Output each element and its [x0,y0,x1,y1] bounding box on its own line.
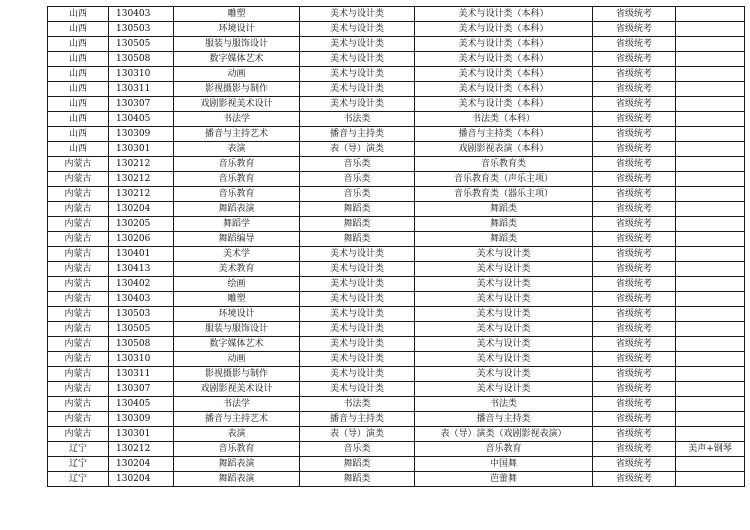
table-row [48,292,745,307]
province-cell: 山西 [48,142,109,157]
major-name-cell: 服装与服饰设计 [174,37,300,52]
table-row [48,142,745,157]
remark-cell [676,142,745,157]
exam-category-cell: 播音与主持类 [300,412,415,427]
major-code-cell: 130403 [109,292,174,307]
province-cell: 山西 [48,52,109,67]
remark-cell [676,337,745,352]
remark-cell [676,157,745,172]
major-name-cell: 表演 [174,427,300,442]
exam-type-cell: 省级统考 [593,187,676,202]
province-cell: 辽宁 [48,472,109,487]
major-name-cell: 舞蹈表演 [174,457,300,472]
exam-type-cell: 省级统考 [593,82,676,97]
exam-category-cell: 音乐类 [300,172,415,187]
table-row [48,262,745,277]
table-row [48,217,745,232]
table-row [48,187,745,202]
major-name-cell: 播音与主持艺术 [174,412,300,427]
exam-type-cell: 省级统考 [593,442,676,457]
exam-subcategory-cell: 美术与设计类 [415,382,593,397]
exam-subcategory-cell: 美术与设计类（本科） [415,7,593,22]
exam-type-cell: 省级统考 [593,37,676,52]
table-row [48,202,745,217]
province-cell: 内蒙古 [48,367,109,382]
major-code-cell: 130212 [109,442,174,457]
major-code-cell: 130307 [109,97,174,112]
major-code-cell: 130508 [109,52,174,67]
exam-subcategory-cell: 美术与设计类 [415,367,593,382]
exam-type-cell: 省级统考 [593,292,676,307]
province-cell: 内蒙古 [48,397,109,412]
exam-subcategory-cell: 美术与设计类 [415,307,593,322]
exam-category-cell: 美术与设计类 [300,352,415,367]
major-code-cell: 130301 [109,427,174,442]
exam-type-cell: 省级统考 [593,172,676,187]
major-name-cell: 播音与主持艺术 [174,127,300,142]
exam-type-cell: 省级统考 [593,142,676,157]
remark-cell [676,22,745,37]
major-name-cell: 数字媒体艺术 [174,52,300,67]
major-code-cell: 130301 [109,142,174,157]
remark-cell [676,127,745,142]
province-cell: 内蒙古 [48,202,109,217]
exam-category-cell: 书法类 [300,397,415,412]
exam-subcategory-cell: 芭蕾舞 [415,472,593,487]
table-row [48,472,745,487]
province-cell: 内蒙古 [48,352,109,367]
province-cell: 内蒙古 [48,232,109,247]
remark-cell [676,232,745,247]
remark-cell [676,7,745,22]
remark-cell [676,382,745,397]
table-row [48,127,745,142]
major-code-cell: 130402 [109,277,174,292]
major-code-cell: 130310 [109,352,174,367]
remark-cell [676,82,745,97]
table-row [48,352,745,367]
province-cell: 山西 [48,37,109,52]
province-cell: 辽宁 [48,442,109,457]
exam-subcategory-cell: 音乐教育 [415,442,593,457]
exam-category-cell: 美术与设计类 [300,7,415,22]
major-code-cell: 130204 [109,472,174,487]
province-cell: 内蒙古 [48,412,109,427]
major-code-cell: 130503 [109,307,174,322]
table-row [48,367,745,382]
remark-cell [676,352,745,367]
exam-category-cell: 舞蹈类 [300,232,415,247]
exam-category-cell: 美术与设计类 [300,37,415,52]
table-row [48,277,745,292]
table-row [48,7,745,22]
remark-cell [676,52,745,67]
exam-subcategory-cell: 美术与设计类 [415,247,593,262]
remark-cell [676,247,745,262]
exam-category-cell: 美术与设计类 [300,97,415,112]
province-cell: 内蒙古 [48,172,109,187]
province-cell: 内蒙古 [48,322,109,337]
major-code-cell: 130204 [109,457,174,472]
province-cell: 山西 [48,97,109,112]
table-row [48,427,745,442]
table-row [48,232,745,247]
exam-subcategory-cell: 美术与设计类（本科） [415,22,593,37]
exam-subcategory-cell: 舞蹈类 [415,232,593,247]
exam-category-cell: 音乐类 [300,442,415,457]
exam-type-cell: 省级统考 [593,472,676,487]
remark-cell [676,472,745,487]
exam-category-cell: 音乐类 [300,157,415,172]
exam-category-cell: 音乐类 [300,187,415,202]
major-code-cell: 130206 [109,232,174,247]
exam-category-cell: 表（导）演类 [300,427,415,442]
table-row [48,37,745,52]
province-cell: 山西 [48,127,109,142]
major-code-cell: 130508 [109,337,174,352]
exam-type-cell: 省级统考 [593,157,676,172]
exam-type-cell: 省级统考 [593,427,676,442]
exam-category-cell: 美术与设计类 [300,22,415,37]
major-name-cell: 舞蹈表演 [174,472,300,487]
province-cell: 山西 [48,7,109,22]
exam-subcategory-cell: 舞蹈类 [415,202,593,217]
table-row [48,337,745,352]
major-code-cell: 130503 [109,22,174,37]
province-cell: 内蒙古 [48,307,109,322]
exam-subcategory-cell: 表（导）演类（戏剧影视表演） [415,427,593,442]
remark-cell [676,412,745,427]
major-code-cell: 130405 [109,112,174,127]
major-name-cell: 环境设计 [174,307,300,322]
remark-cell [676,307,745,322]
exam-type-cell: 省级统考 [593,337,676,352]
major-name-cell: 音乐教育 [174,157,300,172]
exam-subcategory-cell: 美术与设计类 [415,262,593,277]
province-cell: 辽宁 [48,457,109,472]
exam-category-cell: 美术与设计类 [300,307,415,322]
exam-category-cell: 舞蹈类 [300,472,415,487]
exam-type-cell: 省级统考 [593,232,676,247]
exam-category-cell: 美术与设计类 [300,247,415,262]
table-row [48,82,745,97]
major-name-cell: 书法学 [174,112,300,127]
exam-category-cell: 美术与设计类 [300,367,415,382]
exam-subcategory-cell: 音乐教育类（器乐主项） [415,187,593,202]
exam-category-cell: 美术与设计类 [300,292,415,307]
exam-type-cell: 省级统考 [593,202,676,217]
exam-category-cell: 表（导）演类 [300,142,415,157]
province-cell: 山西 [48,82,109,97]
major-table [47,6,745,487]
major-name-cell: 舞蹈学 [174,217,300,232]
major-code-cell: 130212 [109,187,174,202]
exam-subcategory-cell: 舞蹈类 [415,217,593,232]
major-name-cell: 服装与服饰设计 [174,322,300,337]
exam-subcategory-cell: 书法类（本科） [415,112,593,127]
remark-cell [676,277,745,292]
exam-type-cell: 省级统考 [593,112,676,127]
remark-cell [676,217,745,232]
exam-category-cell: 美术与设计类 [300,67,415,82]
major-code-cell: 130309 [109,127,174,142]
major-name-cell: 书法学 [174,397,300,412]
remark-cell [676,172,745,187]
province-cell: 山西 [48,112,109,127]
exam-category-cell: 书法类 [300,112,415,127]
major-name-cell: 美术学 [174,247,300,262]
exam-subcategory-cell: 美术与设计类（本科） [415,97,593,112]
remark-cell [676,112,745,127]
exam-subcategory-cell: 美术与设计类 [415,292,593,307]
table-row [48,397,745,412]
remark-cell: 美声+钢琴 [676,442,745,457]
major-name-cell: 戏剧影视美术设计 [174,382,300,397]
exam-type-cell: 省级统考 [593,97,676,112]
exam-category-cell: 舞蹈类 [300,457,415,472]
exam-type-cell: 省级统考 [593,457,676,472]
province-cell: 内蒙古 [48,157,109,172]
exam-type-cell: 省级统考 [593,277,676,292]
table-row [48,52,745,67]
major-name-cell: 雕塑 [174,292,300,307]
exam-type-cell: 省级统考 [593,382,676,397]
exam-type-cell: 省级统考 [593,322,676,337]
major-name-cell: 雕塑 [174,7,300,22]
table-row [48,442,745,457]
province-cell: 内蒙古 [48,427,109,442]
table-row [48,247,745,262]
exam-category-cell: 美术与设计类 [300,277,415,292]
remark-cell [676,292,745,307]
exam-subcategory-cell: 美术与设计类（本科） [415,82,593,97]
exam-subcategory-cell: 美术与设计类（本科） [415,37,593,52]
exam-subcategory-cell: 音乐教育类（声乐主项） [415,172,593,187]
province-cell: 内蒙古 [48,337,109,352]
exam-subcategory-cell: 美术与设计类 [415,337,593,352]
major-code-cell: 130205 [109,217,174,232]
major-code-cell: 130307 [109,382,174,397]
major-code-cell: 130405 [109,397,174,412]
remark-cell [676,367,745,382]
exam-subcategory-cell: 播音与主持类 [415,412,593,427]
major-code-cell: 130309 [109,412,174,427]
exam-subcategory-cell: 中国舞 [415,457,593,472]
exam-type-cell: 省级统考 [593,67,676,82]
exam-category-cell: 舞蹈类 [300,217,415,232]
remark-cell [676,322,745,337]
province-cell: 内蒙古 [48,277,109,292]
exam-subcategory-cell: 美术与设计类 [415,352,593,367]
province-cell: 内蒙古 [48,262,109,277]
exam-type-cell: 省级统考 [593,367,676,382]
major-code-cell: 130505 [109,322,174,337]
major-name-cell: 动画 [174,67,300,82]
major-code-cell: 130310 [109,67,174,82]
exam-subcategory-cell: 美术与设计类（本科） [415,52,593,67]
exam-category-cell: 美术与设计类 [300,262,415,277]
exam-category-cell: 播音与主持类 [300,127,415,142]
major-code-cell: 130212 [109,157,174,172]
exam-subcategory-cell: 播音与主持类（本科） [415,127,593,142]
major-code-cell: 130413 [109,262,174,277]
exam-type-cell: 省级统考 [593,352,676,367]
major-name-cell: 动画 [174,352,300,367]
table-row [48,382,745,397]
exam-category-cell: 美术与设计类 [300,337,415,352]
major-name-cell: 影视摄影与制作 [174,82,300,97]
exam-subcategory-cell: 美术与设计类 [415,277,593,292]
exam-category-cell: 美术与设计类 [300,322,415,337]
remark-cell [676,457,745,472]
table-row [48,22,745,37]
exam-type-cell: 省级统考 [593,247,676,262]
exam-subcategory-cell: 美术与设计类（本科） [415,67,593,82]
table-row [48,112,745,127]
exam-type-cell: 省级统考 [593,412,676,427]
major-code-cell: 130212 [109,172,174,187]
province-cell: 内蒙古 [48,247,109,262]
major-name-cell: 环境设计 [174,22,300,37]
major-name-cell: 音乐教育 [174,442,300,457]
table-row [48,172,745,187]
exam-category-cell: 舞蹈类 [300,202,415,217]
major-name-cell: 舞蹈编导 [174,232,300,247]
province-cell: 山西 [48,22,109,37]
exam-category-cell: 美术与设计类 [300,382,415,397]
remark-cell [676,37,745,52]
major-name-cell: 绘画 [174,277,300,292]
table-row [48,97,745,112]
province-cell: 内蒙古 [48,382,109,397]
remark-cell [676,202,745,217]
major-name-cell: 数字媒体艺术 [174,337,300,352]
province-cell: 内蒙古 [48,187,109,202]
exam-type-cell: 省级统考 [593,22,676,37]
exam-type-cell: 省级统考 [593,262,676,277]
major-name-cell: 影视摄影与制作 [174,367,300,382]
province-cell: 山西 [48,67,109,82]
major-code-cell: 130505 [109,37,174,52]
major-code-cell: 130311 [109,367,174,382]
remark-cell [676,262,745,277]
remark-cell [676,67,745,82]
table-row [48,157,745,172]
remark-cell [676,397,745,412]
major-name-cell: 音乐教育 [174,172,300,187]
major-code-cell: 130403 [109,7,174,22]
exam-subcategory-cell: 戏剧影视表演（本科） [415,142,593,157]
exam-subcategory-cell: 音乐教育类 [415,157,593,172]
remark-cell [676,187,745,202]
major-code-cell: 130204 [109,202,174,217]
major-name-cell: 舞蹈表演 [174,202,300,217]
table-row [48,412,745,427]
province-cell: 内蒙古 [48,292,109,307]
exam-type-cell: 省级统考 [593,127,676,142]
table-row [48,322,745,337]
exam-type-cell: 省级统考 [593,397,676,412]
remark-cell [676,97,745,112]
exam-category-cell: 美术与设计类 [300,52,415,67]
exam-type-cell: 省级统考 [593,7,676,22]
exam-subcategory-cell: 书法类 [415,397,593,412]
table-row [48,307,745,322]
major-code-cell: 130401 [109,247,174,262]
major-name-cell: 戏剧影视美术设计 [174,97,300,112]
exam-category-cell: 美术与设计类 [300,82,415,97]
province-cell: 内蒙古 [48,217,109,232]
exam-type-cell: 省级统考 [593,217,676,232]
exam-subcategory-cell: 美术与设计类 [415,322,593,337]
major-name-cell: 表演 [174,142,300,157]
exam-type-cell: 省级统考 [593,52,676,67]
table-body [48,7,745,487]
remark-cell [676,427,745,442]
table-row [48,67,745,82]
major-code-cell: 130311 [109,82,174,97]
table-row [48,457,745,472]
major-name-cell: 美术教育 [174,262,300,277]
major-name-cell: 音乐教育 [174,187,300,202]
exam-type-cell: 省级统考 [593,307,676,322]
